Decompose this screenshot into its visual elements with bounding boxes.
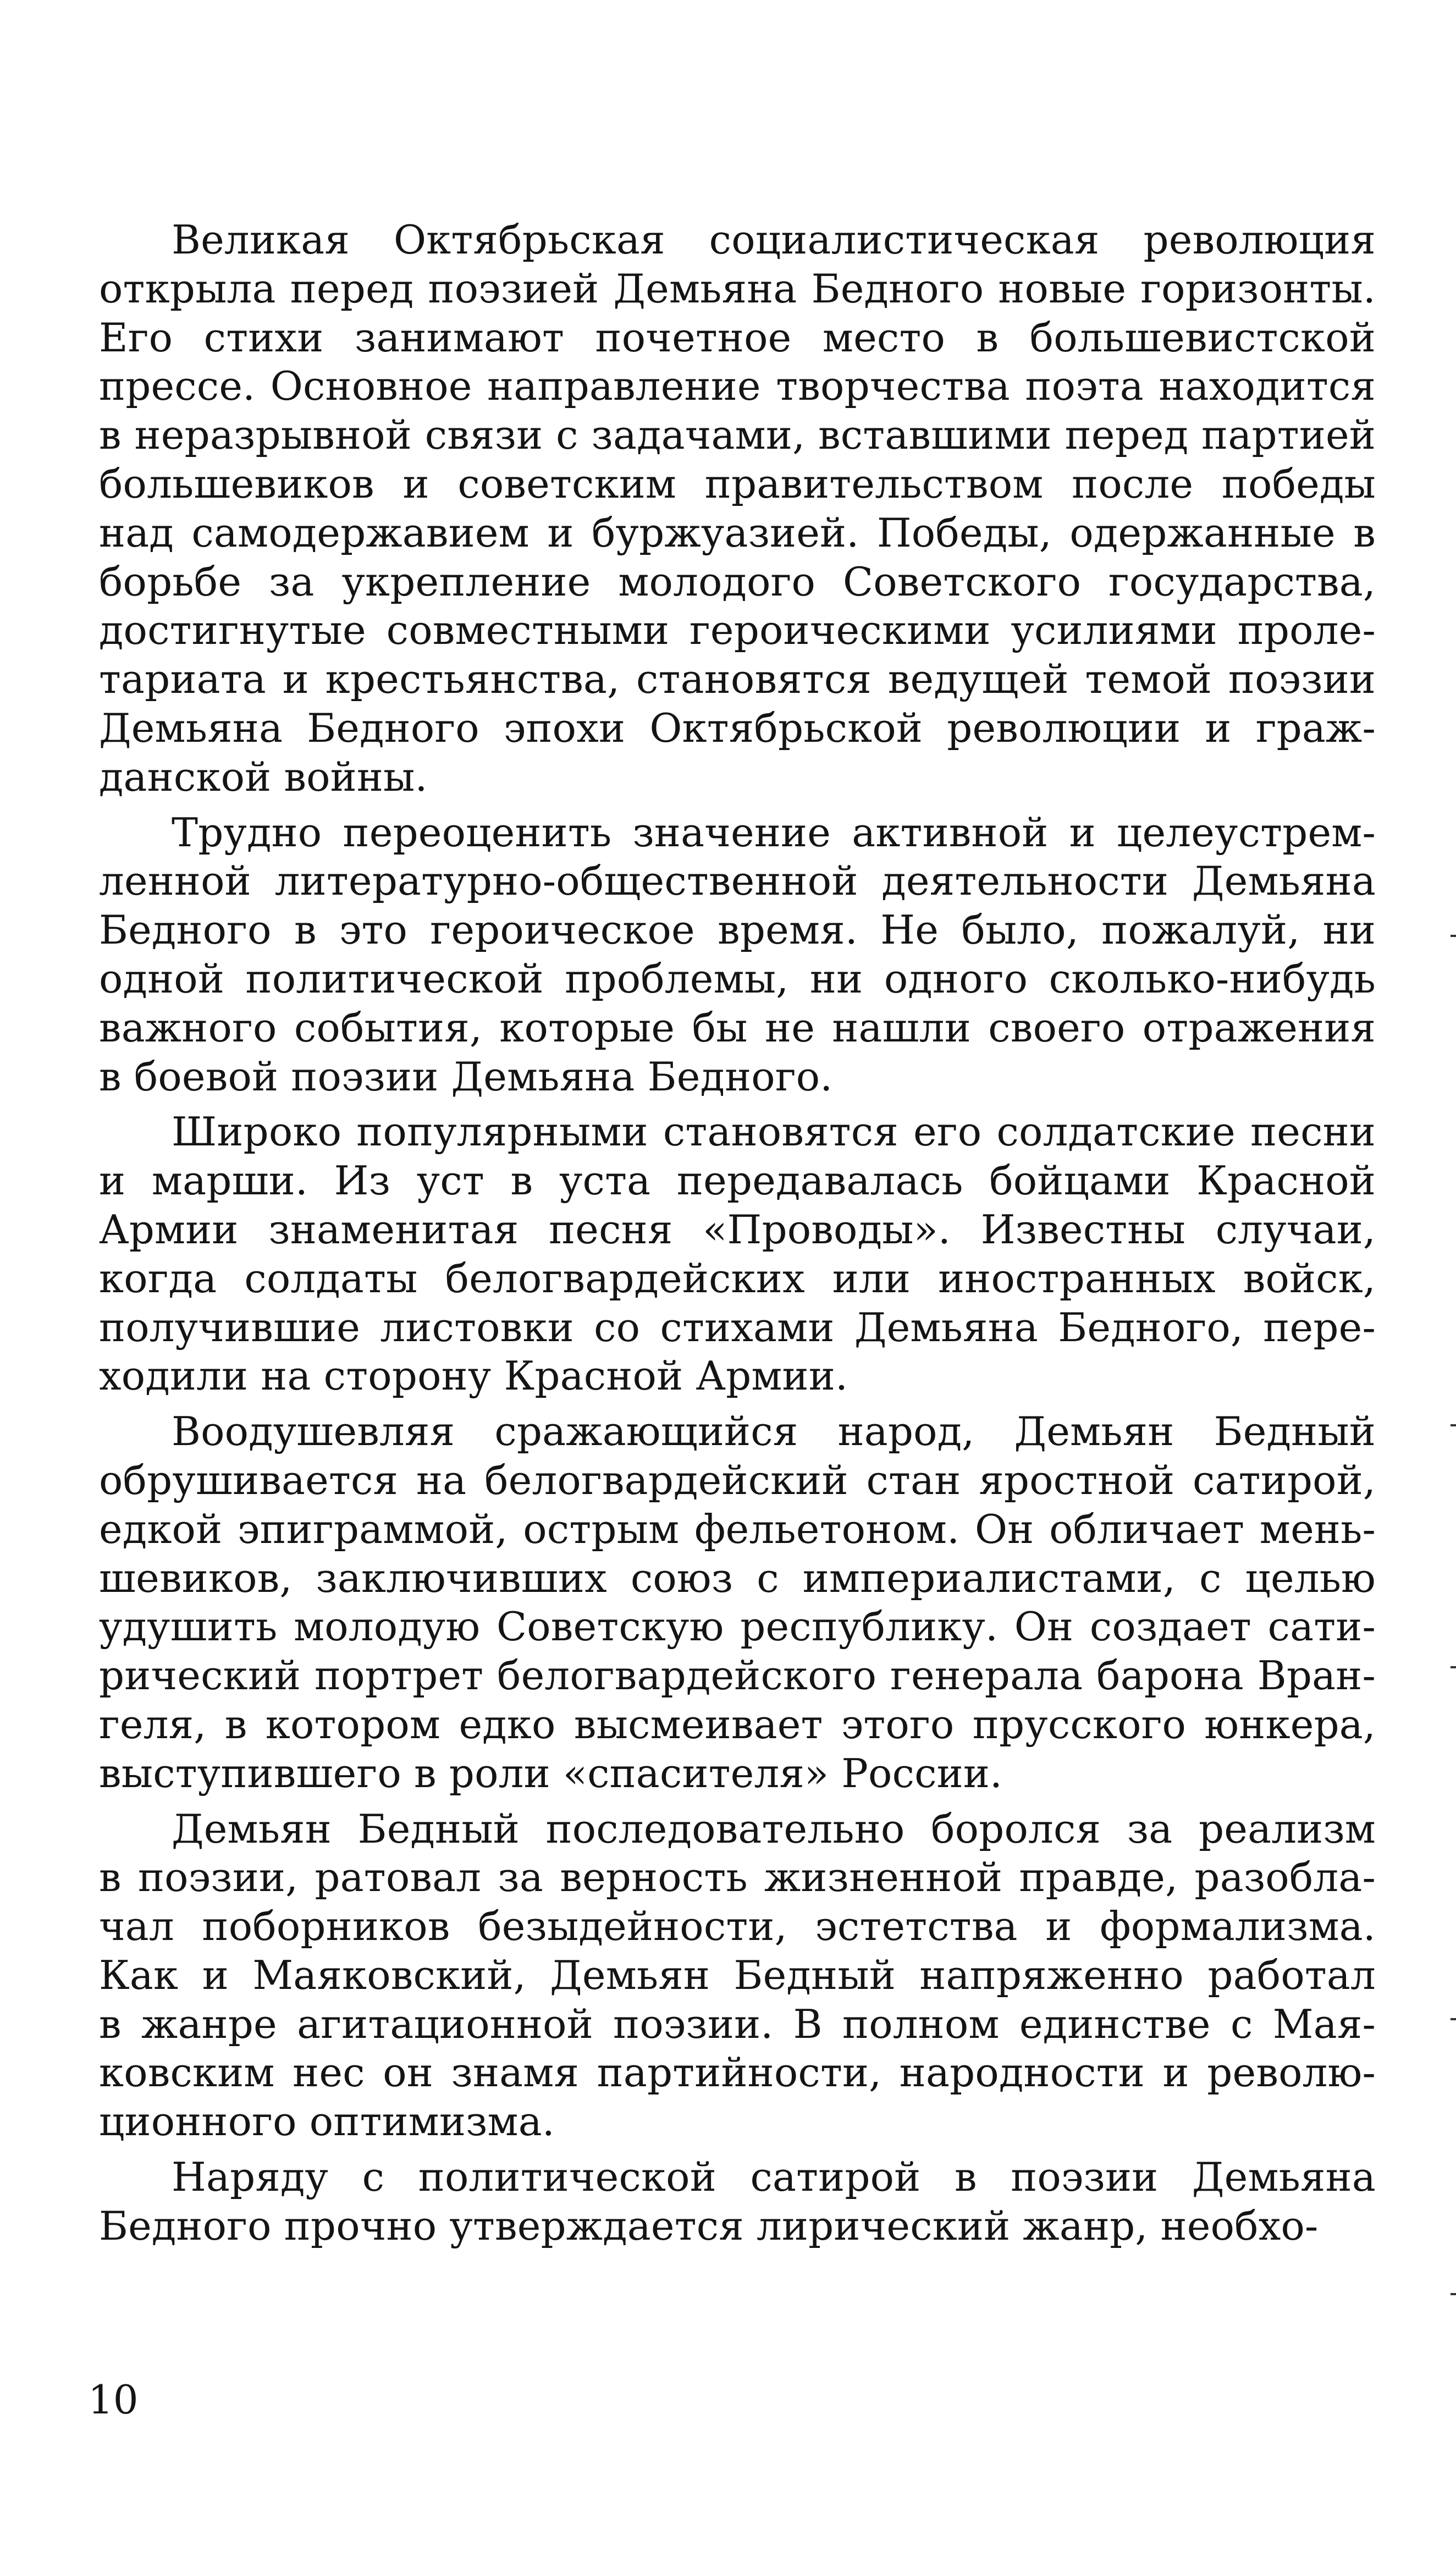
text-line: ционного оптимизма. bbox=[99, 2098, 555, 2145]
text-line: в жанре агитационной поэзии. В полном единстве с Мая- bbox=[99, 2000, 1376, 2047]
text-line: Армии знаменитая песня «Проводы». Известны случаи, bbox=[99, 1206, 1376, 1253]
paragraph bbox=[99, 2153, 1376, 2251]
text-line: геля, в котором едко высмеивает этого прусского юнкера, bbox=[99, 1701, 1376, 1748]
paragraph bbox=[99, 1805, 1376, 2147]
scan-edge-mark bbox=[1451, 2293, 1456, 2295]
scan-edge-mark bbox=[1451, 1424, 1456, 1426]
text-line: в неразрывной связи с задачами, вставшими перед партией bbox=[99, 412, 1376, 459]
text-line: рический портрет белогвардейского генерала барона Вран- bbox=[99, 1652, 1376, 1699]
text-line: шевиков, заключивших союз с империалистами, с целью bbox=[99, 1555, 1376, 1601]
text-line: чал поборников безыдейности, эстетства и формализма. bbox=[99, 1903, 1376, 1950]
text-line: борьбе за укрепление молодого Советского государства, bbox=[99, 558, 1376, 605]
text-line: ходили на сторону Красной Армии. bbox=[99, 1353, 848, 1399]
text-line: выступившего в роли «спасителя» России. bbox=[99, 1750, 1003, 1796]
text-line: удушить молодую Советскую республику. Он создает сати- bbox=[99, 1603, 1376, 1650]
text-line: Широко популярными становятся его солдатские песни bbox=[172, 1109, 1376, 1155]
text-line: Воодушевляя сражающийся народ, Демьян Бедный bbox=[172, 1408, 1376, 1455]
text-line: тариата и крестьянства, становятся ведущей темой поэзии bbox=[99, 656, 1376, 703]
text-line: одной политической проблемы, ни одного сколько-нибудь bbox=[99, 955, 1376, 1002]
text-line: и марши. Из уст в уста передавалась бойцами Красной bbox=[99, 1158, 1376, 1204]
text-line: прессе. Основное направление творчества поэта находится bbox=[99, 363, 1376, 410]
text-line: в боевой поэзии Демьяна Бедного. bbox=[99, 1053, 833, 1100]
paragraph bbox=[99, 216, 1376, 802]
paragraph bbox=[99, 1407, 1376, 1798]
text-line: ленной литературно-общественной деятельности Демьяна bbox=[99, 858, 1376, 905]
text-line: большевиков и советским правительством после победы bbox=[99, 460, 1376, 507]
text-line: получившие листовки со стихами Демьяна Бедного, пере- bbox=[99, 1304, 1376, 1351]
page-number: 10 bbox=[88, 2377, 139, 2423]
scan-edge-mark bbox=[1451, 2018, 1456, 2020]
text-line: Бедного в это героическое время. Не было, пожалуй, ни bbox=[99, 907, 1376, 953]
text-line: Трудно переоценить значение активной и целеустрем- bbox=[172, 809, 1376, 856]
text-line: открыла перед поэзией Демьяна Бедного новые горизонты. bbox=[99, 265, 1376, 312]
text-line: важного события, которые бы не нашли своего отражения bbox=[99, 1004, 1376, 1051]
scan-edge-mark bbox=[1451, 1666, 1456, 1668]
text-line: Демьяна Бедного эпохи Октябрьской революции и граж- bbox=[99, 704, 1376, 751]
text-line: достигнутые совместными героическими усилиями проле- bbox=[99, 607, 1376, 654]
text-line: Демьян Бедный последовательно боролся за реализм bbox=[172, 1805, 1376, 1852]
text-line: Наряду с политической сатирой в поэзии Демьяна bbox=[172, 2154, 1376, 2201]
text-line: в поэзии, ратовал за верность жизненной правде, разобла- bbox=[99, 1854, 1376, 1901]
scan-edge-mark bbox=[1451, 935, 1456, 937]
text-line: обрушивается на белогвардейский стан яростной сатирой, bbox=[99, 1457, 1376, 1503]
paragraph bbox=[99, 808, 1376, 1101]
text-line: ковским нес он знамя партийности, народности и револю- bbox=[99, 2049, 1376, 2096]
text-line: когда солдаты белогвардейских или иностранных войск, bbox=[99, 1255, 1376, 1302]
text-line: Его стихи занимают почетное место в большевистской bbox=[99, 314, 1376, 361]
text-line: Как и Маяковский, Демьян Бедный напряженно работал bbox=[99, 1952, 1376, 1998]
paragraph bbox=[99, 1107, 1376, 1401]
text-line: Бедного прочно утверждается лирический жанр, необхо- bbox=[99, 2202, 1319, 2249]
text-line: над самодержавием и буржуазией. Победы, одержанные в bbox=[99, 509, 1376, 556]
text-line: данской войны. bbox=[99, 753, 428, 800]
text-line: Великая Октябрьская социалистическая революция bbox=[172, 217, 1376, 263]
text-line: едкой эпиграммой, острым фельетоном. Он обличает мень- bbox=[99, 1506, 1376, 1552]
body-text bbox=[99, 216, 1376, 2257]
